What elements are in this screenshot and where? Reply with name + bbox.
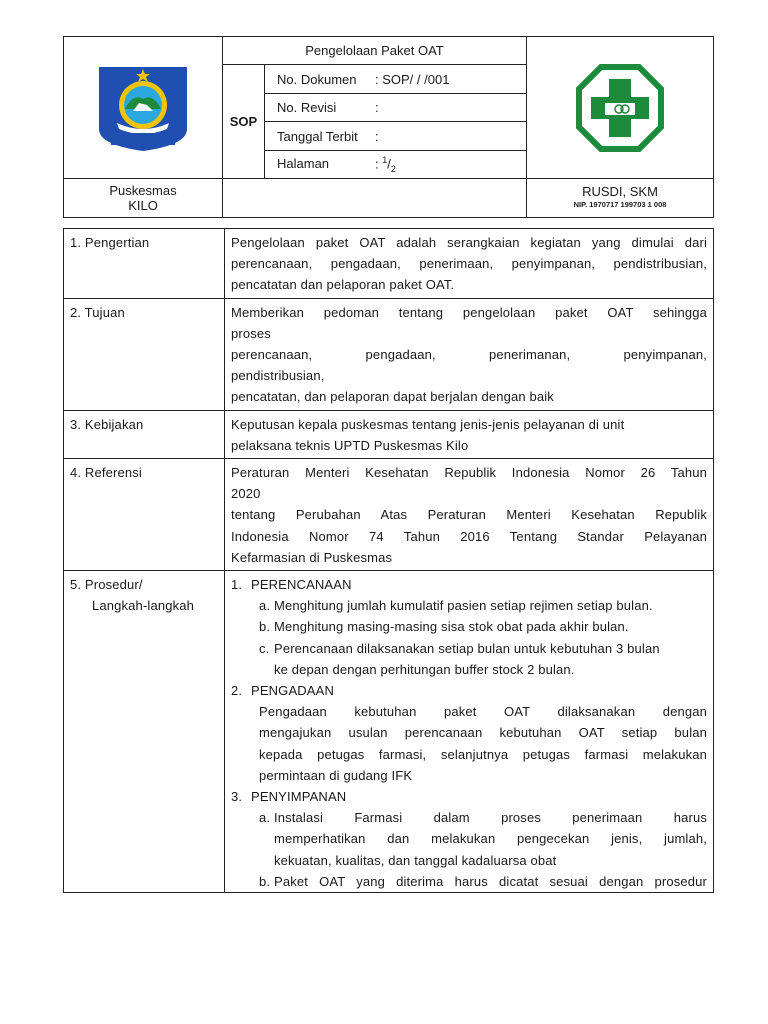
step-pengadaan-title: 2. PENGADAAN xyxy=(231,683,334,699)
text-pengertian: Pengelolaan paket OAT adalah serangkaian kegiatan yang dimulai dari perencanaan, pengadaan, penerimaan, penyimpanan, pendistribusian, pencatatan dan pelaporan paket OAT. xyxy=(225,229,714,299)
signer-cell xyxy=(527,179,714,218)
sop-label: SOP xyxy=(223,65,265,179)
step-perencanaan-title: 1. PERENCANAAN xyxy=(231,577,352,593)
meta-no-dokumen: No. Dokumen : SOP/ / /001 xyxy=(265,65,527,93)
right-logo-cell xyxy=(527,37,714,179)
step-item-cont: ke depan dengan perhitungan buffer stock 2 bulan. xyxy=(274,661,575,677)
row-tujuan xyxy=(64,298,714,410)
step-item: a. Menghitung jumlah kumulatif pasien setiap rejimen setiap bulan. xyxy=(259,598,653,614)
unit-line-puskesmas: Puskesmas xyxy=(109,183,177,199)
label-pengertian: 1. Pengertian xyxy=(64,229,225,299)
row-referensi xyxy=(64,459,714,571)
step-item-cont: memperhatikan dan melakukan pengecekan jenis, jumlah, xyxy=(274,831,707,847)
pengadaan-line: mengajukan usulan perencanaan kebutuhan OAT setiap bulan xyxy=(259,725,707,741)
row-pengertian xyxy=(64,229,714,299)
signer-nip: NIP. 1970717 199703 1 008 xyxy=(573,200,667,210)
meta-no-revisi: No. Revisi : xyxy=(265,93,527,121)
step-item: c. Perencanaan dilaksanakan setiap bulan untuk kebutuhan 3 bulan xyxy=(259,640,660,656)
unit-line-kilo: KILO xyxy=(128,198,158,214)
pengadaan-line: permintaan di gudang IFK xyxy=(259,767,413,783)
sop-header-table xyxy=(63,36,714,218)
tujuan-line: perencanaan, pengadaan, penerimanan, penyimpanan, xyxy=(231,347,707,363)
dompu-regency-emblem-icon xyxy=(95,63,191,153)
unit-name-cell xyxy=(64,179,223,218)
step-penyimpanan-title: 3. PENYIMPANAN xyxy=(231,789,347,805)
meta-halaman: Halaman : $^1/_2$ xyxy=(265,150,527,178)
row-prosedur xyxy=(64,571,714,893)
referensi-line: tentang Perubahan Atas Peraturan Menteri Kesehatan Republik xyxy=(231,507,707,523)
referensi-line: Peraturan Menteri Kesehatan Republik Indonesia Nomor 26 Tahun xyxy=(231,465,707,481)
text-tujuan xyxy=(225,298,714,410)
label-referensi: 4. Referensi xyxy=(64,459,225,571)
label-prosedur xyxy=(64,571,225,893)
pengadaan-line: Pengadaan kebutuhan paket OAT dilaksanakan dengan xyxy=(259,704,707,720)
kebijakan-line: pelaksana teknis UPTD Puskesmas Kilo xyxy=(231,437,469,453)
tujuan-line: pendistribusian, xyxy=(231,368,325,384)
empty-center-cell xyxy=(223,179,527,218)
left-logo-cell xyxy=(64,37,223,179)
meta-tanggal-terbit: Tanggal Terbit : xyxy=(265,122,527,150)
text-kebijakan xyxy=(225,410,714,458)
puskesmas-logo-icon xyxy=(575,63,665,153)
text-referensi xyxy=(225,459,714,571)
tujuan-line: proses xyxy=(231,325,271,341)
tujuan-line: Memberikan pedoman tentang pengelolaan paket OAT sehingga xyxy=(231,304,707,320)
text-prosedur xyxy=(225,571,714,893)
signer-name: RUSDI, SKM xyxy=(582,184,658,200)
referensi-line: Kefarmasian di Puskesmas xyxy=(231,549,393,565)
step-item: b. Menghitung masing-masing sisa stok obat pada akhir bulan. xyxy=(259,619,629,635)
sop-content-table xyxy=(63,228,714,893)
referensi-line: 2020 xyxy=(231,486,261,502)
label-kebijakan: 3. Kebijakan xyxy=(64,410,225,458)
referensi-line: Indonesia Nomor 74 Tahun 2016 Tentang Standar Pelayanan xyxy=(231,528,707,544)
label-tujuan: 2. Tujuan xyxy=(64,298,225,410)
step-item: a. Instalasi Farmasi dalam proses penerimaan harus xyxy=(259,810,707,826)
step-item-cont: kekuatan, kualitas, dan tanggal kadaluarsa obat xyxy=(274,852,557,868)
row-kebijakan xyxy=(64,410,714,458)
document-title: Pengelolaan Paket OAT xyxy=(223,37,527,65)
tujuan-line: pencatatan, dan pelaporan dapat berjalan dengan baik xyxy=(231,389,554,405)
prosedur-label-line: 5. Prosedur/ xyxy=(70,577,143,593)
pengadaan-line: kepada petugas farmasi, selanjutnya petugas farmasi melakukan xyxy=(259,746,707,762)
prosedur-label-line: Langkah-langkah xyxy=(92,598,194,614)
kebijakan-line: Keputusan kepala puskesmas tentang jenis-jenis pelayanan di unit xyxy=(231,416,625,432)
step-item: b. Paket OAT yang diterima harus dicatat sesuai dengan prosedur xyxy=(259,873,707,889)
